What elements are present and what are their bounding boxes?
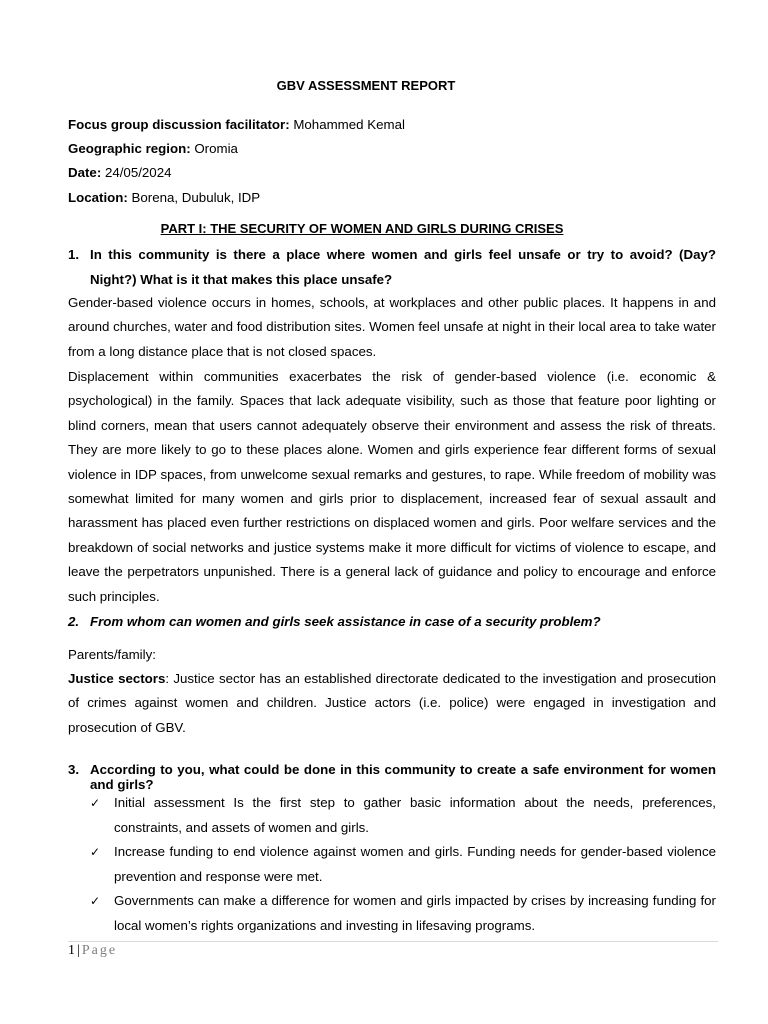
question-text: In this community is there a place where women and girls feel unsafe or try to avoid? (Day? Night?) What is it that makes this place unsafe?: [90, 247, 716, 287]
question-1: [68, 243, 716, 292]
list-item: [90, 840, 716, 889]
document-title: GBV ASSESSMENT REPORT: [276, 78, 456, 93]
list-item-text: Governments can make a difference for women and girls impacted by crises by increasing funding for local women’s rights organizations and investing in lifesaving programs.: [114, 893, 716, 933]
list-item-text: Initial assessment Is the first step to gather basic information about the needs, preferences, constraints, and assets of women and girls.: [114, 795, 716, 835]
checkmark-icon: ✓: [90, 796, 101, 810]
meta-value: Mohammed Kemal: [289, 117, 405, 132]
list-item: [90, 889, 716, 938]
question-text: From whom can women and girls seek assistance in case of a security problem?: [90, 614, 601, 629]
question-3: [68, 762, 716, 792]
answer-2-parents: Parents/family:: [68, 647, 156, 662]
meta-label: Date:: [68, 165, 102, 180]
checkmark-icon: ✓: [90, 894, 101, 908]
answer-1-paragraph-1: Gender-based violence occurs in homes, schools, at workplaces and other public places. It happens in and around churches, water and food distribution sites. Women feel unsafe at night in their local area to take water from a long distance place that is not closed spaces.: [68, 295, 716, 359]
answer-2-justice: [68, 667, 716, 740]
justice-text: : Justice sector has an established directorate dedicated to the investigation and prosecution of crimes against women and children. Justice actors (i.e. police) were engaged in investigation and prosecution of GBV.: [68, 671, 716, 735]
part-heading: PART I: THE SECURITY OF WOMEN AND GIRLS DURING CRISES: [160, 221, 564, 236]
answer-1-paragraph-2: Displacement within communities exacerbates the risk of gender-based violence (i.e. economic & psychological) in the family. Spaces that lack adequate visibility, such as those that feature poor lighting or blind corners, mean that users cannot adequately observe their environment and assess the risk of threats. They are more likely to go to these places alone. Women and girls experience fear different forms of sexual violence in IDP spaces, from unwelcome sexual remarks and gestures, to rape. While freedom of mobility was somewhat limited for many women and girls prior to displacement, increased fear of sexual assault and harassment has placed even further restrictions on displaced women and girls. Poor welfare services and the breakdown of social networks and justice systems make it more difficult for victims of violence to escape, and leave the perpetrators unpunished. There is a general lack of guidance and policy to encourage and enforce such principles.: [68, 369, 716, 604]
footer-divider: [68, 941, 718, 942]
question-2: [68, 610, 716, 635]
meta-value: Oromia: [190, 141, 238, 156]
footer-separator: |: [77, 943, 80, 958]
meta-label: Geographic region:: [68, 141, 191, 156]
list-item: [90, 791, 716, 840]
list-item-text: Increase funding to end violence against women and girls. Funding needs for gender-based violence prevention and response were met.: [114, 844, 716, 884]
question-number: 3.: [68, 762, 80, 777]
checkmark-icon: ✓: [90, 845, 101, 859]
recommendation-list: [90, 791, 716, 938]
meta-region: [68, 141, 238, 156]
page-footer: [68, 943, 117, 959]
question-number: 2.: [68, 614, 80, 629]
meta-facilitator: [68, 117, 405, 132]
meta-value: Borena, Dubuluk, IDP: [127, 190, 261, 205]
meta-date: [68, 165, 172, 180]
justice-label: Justice sectors: [68, 671, 166, 686]
meta-value: 24/05/2024: [101, 165, 172, 180]
page-number: 1: [68, 943, 75, 958]
meta-location: [68, 190, 260, 205]
question-number: 1.: [68, 247, 80, 262]
meta-label: Location:: [68, 190, 128, 205]
meta-label: Focus group discussion facilitator:: [68, 117, 290, 132]
page-label: Page: [81, 943, 118, 958]
question-text: According to you, what could be done in this community to create a safe environment for women and girls?: [90, 762, 716, 792]
